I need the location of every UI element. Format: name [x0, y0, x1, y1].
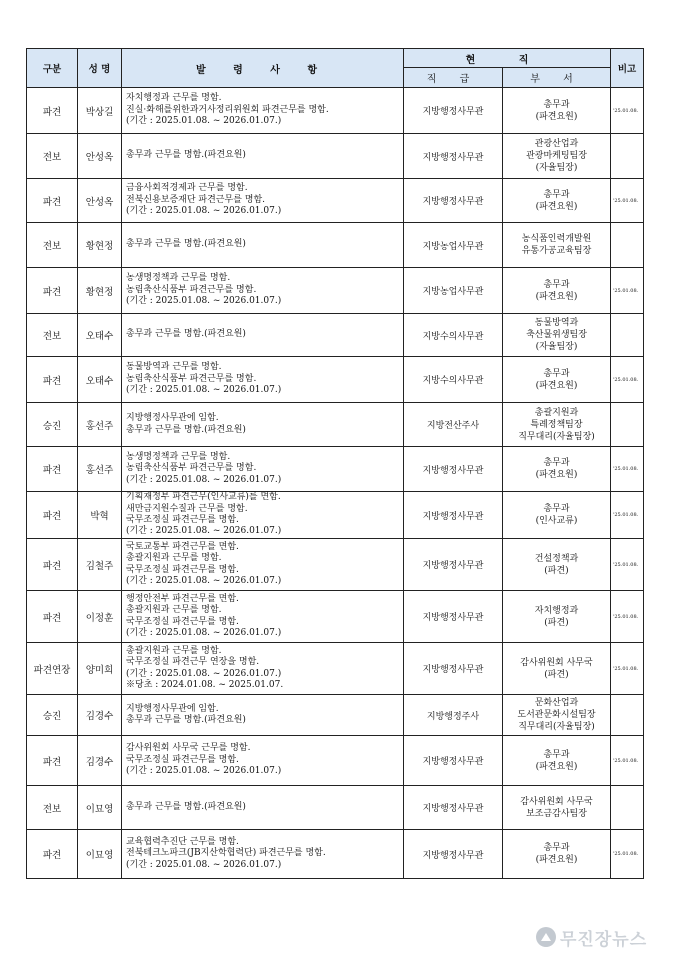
grade-cell: 지방행정사무관 — [404, 786, 503, 830]
table-row — [27, 736, 644, 786]
dept-cell: 총무과 (파견요원) — [503, 736, 611, 786]
dept-cell: 문화산업과 도서관문화시설팀장 직무대리(자율팀장) — [503, 695, 611, 736]
type-cell: 승진 — [27, 695, 78, 736]
details-cell: 총괄지원과 근무를 명함. 국무조정실 파견근무 연장을 명함. (기간 : 2025.01.08. ~ 2026.01.07.) ※당초 : 2024.01.08. ~ 2025.01.07. — [122, 643, 404, 695]
table-row — [27, 539, 644, 591]
table-row — [27, 830, 644, 879]
name-cell: 오태수 — [78, 357, 122, 403]
details-cell: 금융사회적경제과 근무를 명함. 전북신용보증재단 파견근무를 명함. (기간 : 2025.01.08. ~ 2026.01.07.) — [122, 179, 404, 223]
grade-cell: 지방행정사무관 — [404, 492, 503, 539]
type-cell: 전보 — [27, 134, 78, 179]
table-row — [27, 357, 644, 403]
grade-cell: 지방농업사무관 — [404, 223, 503, 268]
type-cell: 파견 — [27, 539, 78, 591]
details-cell: 총무과 근무를 명함.(파견요원) — [122, 314, 404, 357]
name-cell: 황현정 — [78, 223, 122, 268]
details-cell: 총무과 근무를 명함.(파견요원) — [122, 786, 404, 830]
note-cell — [611, 134, 644, 179]
details-cell: 감사위원회 사무국 근무를 명함. 국무조정실 파견근무를 명함. (기간 : 2025.01.08. ~ 2026.01.07.) — [122, 736, 404, 786]
details-cell: 총무과 근무를 명함.(파견요원) — [122, 223, 404, 268]
dept-cell: 농식품인력개발원 유통가공교육팀장 — [503, 223, 611, 268]
details-cell: 농생명정책과 근무를 명함. 농림축산식품부 파견근무를 명함. (기간 : 2025.01.08. ~ 2026.01.07.) — [122, 268, 404, 314]
name-cell: 양미희 — [78, 643, 122, 695]
table-row — [27, 786, 644, 830]
mountain-logo-icon — [536, 927, 556, 947]
details-cell: 국토교통부 파견근무를 면함. 총괄지원과 근무를 명함. 국무조정실 파견근무를 명함. (기간 : 2025.01.08. ~ 2026.01.07.) — [122, 539, 404, 591]
note-cell: '25.01.08. — [611, 268, 644, 314]
dept-cell: 총무과 (파견요원) — [503, 447, 611, 492]
details-cell: 농생명정책과 근무를 명함. 농림축산식품부 파견근무를 명함. (기간 : 2025.01.08. ~ 2026.01.07.) — [122, 447, 404, 492]
details-cell: 지방행정사무관에 임함. 총무과 근무를 명함.(파견요원) — [122, 403, 404, 447]
type-cell: 파견 — [27, 830, 78, 879]
note-cell: '25.01.08. — [611, 492, 644, 539]
grade-cell: 지방행정사무관 — [404, 447, 503, 492]
table-row — [27, 179, 644, 223]
note-cell: '25.01.08. — [611, 591, 644, 643]
header-details: 발 령 사 항 — [122, 49, 404, 88]
header-dept: 부 서 — [503, 68, 611, 88]
type-cell: 파견 — [27, 736, 78, 786]
type-cell: 승진 — [27, 403, 78, 447]
name-cell: 이묘영 — [78, 830, 122, 879]
table-row — [27, 447, 644, 492]
dept-cell: 총무과 (파견요원) — [503, 179, 611, 223]
table-row — [27, 591, 644, 643]
note-cell: '25.01.08. — [611, 643, 644, 695]
name-cell: 이정훈 — [78, 591, 122, 643]
name-cell: 홍선주 — [78, 403, 122, 447]
header-current-position: 현 직 — [404, 49, 611, 68]
type-cell: 파견 — [27, 447, 78, 492]
dept-cell: 총무과 (인사교류) — [503, 492, 611, 539]
type-cell: 전보 — [27, 314, 78, 357]
note-cell: '25.01.08. — [611, 539, 644, 591]
table-row — [27, 403, 644, 447]
details-cell: 지방행정사무관에 임함. 총무과 근무를 명함.(파견요원) — [122, 695, 404, 736]
name-cell: 오태수 — [78, 314, 122, 357]
name-cell: 박혁 — [78, 492, 122, 539]
header-grade: 직 급 — [404, 68, 503, 88]
type-cell: 파견 — [27, 268, 78, 314]
type-cell: 파견 — [27, 179, 78, 223]
grade-cell: 지방전산주사 — [404, 403, 503, 447]
type-cell: 파견 — [27, 492, 78, 539]
personnel-order-table — [26, 48, 644, 879]
order-rows — [27, 88, 644, 879]
watermark-text: 무진장뉴스 — [560, 929, 648, 950]
name-cell: 이묘영 — [78, 786, 122, 830]
grade-cell: 지방수의사무관 — [404, 357, 503, 403]
grade-cell: 지방수의사무관 — [404, 314, 503, 357]
type-cell: 전보 — [27, 786, 78, 830]
type-cell: 파견 — [27, 591, 78, 643]
dept-cell: 총무과 (파견요원) — [503, 268, 611, 314]
dept-cell: 감사위원회 사무국 보조금감사팀장 — [503, 786, 611, 830]
dept-cell: 동물방역과 축산물위생팀장 (자율팀장) — [503, 314, 611, 357]
grade-cell: 지방행정사무관 — [404, 736, 503, 786]
grade-cell: 지방행정사무관 — [404, 643, 503, 695]
note-cell: '25.01.08. — [611, 736, 644, 786]
note-cell — [611, 403, 644, 447]
grade-cell: 지방행정사무관 — [404, 134, 503, 179]
table-row — [27, 88, 644, 134]
name-cell: 김철주 — [78, 539, 122, 591]
type-cell: 파견 — [27, 88, 78, 134]
table-row — [27, 695, 644, 736]
table-row — [27, 134, 644, 179]
type-cell: 파견 — [27, 357, 78, 403]
note-cell: '25.01.08. — [611, 830, 644, 879]
note-cell: '25.01.08. — [611, 447, 644, 492]
grade-cell: 지방행정사무관 — [404, 830, 503, 879]
details-cell: 자치행정과 근무를 명함. 진실·화해를위한과거사정리위원회 파견근무를 명함. (기간 : 2025.01.08. ~ 2026.01.07.) — [122, 88, 404, 134]
note-cell — [611, 695, 644, 736]
grade-cell: 지방행정사무관 — [404, 591, 503, 643]
dept-cell: 총무과 (파견요원) — [503, 88, 611, 134]
watermark — [536, 924, 672, 950]
table-row — [27, 268, 644, 314]
dept-cell: 자치행정과 (파견) — [503, 591, 611, 643]
header-name: 성 명 — [78, 49, 122, 88]
name-cell: 김경수 — [78, 695, 122, 736]
note-cell: '25.01.08. — [611, 357, 644, 403]
details-cell: 행정안전부 파견근무를 면함. 총괄지원과 근무를 명함. 국무조정실 파견근무를 명함. (기간 : 2025.01.08. ~ 2026.01.07.) — [122, 591, 404, 643]
name-cell: 박상길 — [78, 88, 122, 134]
table-row — [27, 492, 644, 539]
dept-cell: 총무과 (파견요원) — [503, 830, 611, 879]
note-cell — [611, 786, 644, 830]
name-cell: 김경수 — [78, 736, 122, 786]
type-cell: 파견연장 — [27, 643, 78, 695]
name-cell: 안성옥 — [78, 134, 122, 179]
table-row — [27, 643, 644, 695]
details-cell: 교육협력추진단 근무를 명함. 전북테크노파크(JB지산학협력단) 파견근무를 명함. (기간 : 2025.01.08. ~ 2026.01.07.) — [122, 830, 404, 879]
grade-cell: 지방농업사무관 — [404, 268, 503, 314]
dept-cell: 감사위원회 사무국 (파견) — [503, 643, 611, 695]
dept-cell: 건설정책과 (파견) — [503, 539, 611, 591]
table-row — [27, 314, 644, 357]
note-cell: '25.01.08. — [611, 179, 644, 223]
dept-cell: 관광산업과 관광마케팅팀장 (자율팀장) — [503, 134, 611, 179]
name-cell: 홍선주 — [78, 447, 122, 492]
dept-cell: 총무과 (파견요원) — [503, 357, 611, 403]
details-cell: 동물방역과 근무를 명함. 농림축산식품부 파견근무를 명함. (기간 : 2025.01.08. ~ 2026.01.07.) — [122, 357, 404, 403]
grade-cell: 지방행정사무관 — [404, 539, 503, 591]
note-cell: '25.01.08. — [611, 88, 644, 134]
type-cell: 전보 — [27, 223, 78, 268]
dept-cell: 총괄지원과 특례정책팀장 직무대리(자율팀장) — [503, 403, 611, 447]
details-cell: 총무과 근무를 명함.(파견요원) — [122, 134, 404, 179]
grade-cell: 지방행정사무관 — [404, 88, 503, 134]
header-type: 구분 — [27, 49, 78, 88]
grade-cell: 지방행정사무관 — [404, 179, 503, 223]
note-cell — [611, 223, 644, 268]
name-cell: 황현정 — [78, 268, 122, 314]
table-row — [27, 223, 644, 268]
note-cell — [611, 314, 644, 357]
grade-cell: 지방행정주사 — [404, 695, 503, 736]
header-note: 비고 — [611, 49, 644, 88]
details-cell: 기획재정부 파견근무(인사교류)를 면함. 새만금지원수질과 근무를 명함. 국무조정실 파견근무를 명함. (기간 : 2025.01.08. ~ 2026.01.07.) — [122, 492, 404, 539]
name-cell: 안성옥 — [78, 179, 122, 223]
